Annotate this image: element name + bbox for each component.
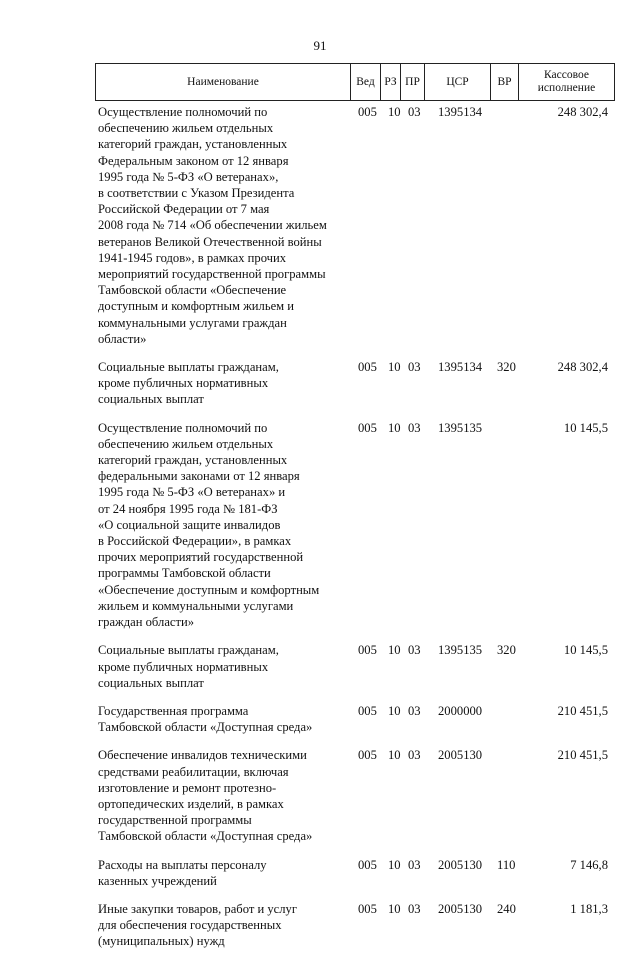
table-row: [98, 642, 608, 691]
row-name-line: 2008 года № 714 «Об обеспечении жильем: [98, 218, 327, 233]
row-csr: 1395134: [438, 105, 483, 119]
row-name-line: социальных выплат: [98, 675, 204, 690]
row-name-line: ветеранов Великой Отечественной войны: [98, 234, 322, 249]
row-vr: 320: [497, 643, 516, 658]
table-row: [98, 901, 608, 950]
header-rz: РЗ: [380, 64, 400, 100]
row-name-line: ортопедических изделий, в рамках: [98, 796, 284, 811]
row-name-line: государственной программы: [98, 813, 252, 828]
table-row: [98, 747, 608, 844]
row-name-line: «О социальной защите инвалидов: [98, 517, 281, 532]
row-name: [98, 747, 348, 844]
row-name-line: Социальные выплаты гражданам,: [98, 360, 279, 375]
row-ved: 005: [358, 857, 377, 872]
row-name: [98, 703, 348, 735]
row-name-line: Тамбовской области «Обеспечение: [98, 283, 287, 298]
row-csr: 1395134: [438, 360, 483, 375]
table-row: [98, 857, 608, 889]
row-name-line: 1995 года № 5-ФЗ «О ветеранах»,: [98, 169, 279, 184]
row-ved: 005: [358, 748, 377, 763]
row-csr: 2005130: [438, 857, 483, 872]
row-name-line: от 24 ноября 1995 года № 181-ФЗ: [98, 501, 278, 516]
row-name-line: Осуществление полномочий по: [98, 420, 268, 435]
row-name-line: Федеральным законом от 12 января: [98, 153, 289, 168]
header-csr: ЦСР: [424, 64, 490, 100]
row-name-line: Государственная программа: [98, 703, 249, 718]
row-name-line: в Российской Федерации», в рамках: [98, 534, 292, 549]
row-name-line: социальных выплат: [98, 392, 204, 407]
row-name-line: граждан области»: [98, 615, 195, 630]
row-sum: 248 302,4: [557, 105, 608, 119]
row-pr: 03: [408, 901, 421, 916]
row-name-line: кроме публичных нормативных: [98, 659, 269, 674]
row-name-line: категорий граждан, установленных: [98, 137, 288, 152]
row-name-line: Расходы на выплаты персоналу: [98, 857, 267, 872]
row-name-line: обеспечению жильем отдельных: [98, 436, 274, 451]
header-ved: Вед: [350, 64, 380, 100]
row-ved: 005: [358, 901, 377, 916]
row-sum: 210 451,5: [557, 703, 608, 718]
row-name-line: доступным и комфортным жильем и: [98, 299, 295, 314]
row-sum: 210 451,5: [557, 748, 608, 763]
row-vr: 320: [497, 360, 516, 375]
row-name-line: Обеспечение инвалидов техническими: [98, 748, 307, 763]
row-name-line: прочих мероприятий государственной: [98, 550, 304, 565]
row-pr: 03: [408, 105, 421, 119]
row-csr: 1395135: [438, 420, 483, 435]
row-rz: 10: [388, 901, 401, 916]
row-name-line: Тамбовской области «Доступная среда»: [98, 829, 313, 844]
row-name: [98, 857, 348, 889]
row-name: [98, 420, 348, 631]
page-number: 91: [313, 38, 327, 53]
table-body: [98, 104, 608, 962]
row-name-line: коммунальными услугами граждан: [98, 315, 287, 330]
row-sum: 10 145,5: [563, 643, 608, 658]
row-rz: 10: [388, 360, 401, 375]
row-vr: 240: [497, 901, 516, 916]
row-name-line: кроме публичных нормативных: [98, 376, 269, 391]
row-sum: 1 181,3: [570, 901, 608, 916]
row-vr: 110: [497, 857, 516, 872]
header-sum-line1: Кассовое: [544, 69, 589, 81]
row-csr: 2005130: [438, 901, 483, 916]
row-name-line: изготовление и ремонт протезно-: [98, 780, 277, 795]
table-row: [98, 104, 608, 347]
row-rz: 10: [388, 703, 401, 718]
row-name-line: для обеспечения государственных: [98, 918, 282, 933]
table-row: [98, 703, 608, 735]
row-rz: 10: [388, 857, 401, 872]
row-name-line: Российской Федерации от 7 мая: [98, 202, 270, 217]
row-name: [98, 901, 348, 950]
header-sum: [518, 64, 614, 100]
row-rz: 10: [388, 105, 401, 119]
row-csr: 1395135: [438, 643, 483, 658]
header-sum-line2: исполнение: [537, 82, 596, 94]
row-rz: 10: [388, 420, 401, 435]
row-name-line: (муниципальных) нужд: [98, 934, 225, 949]
row-ved: 005: [358, 360, 377, 375]
row-name-line: Иные закупки товаров, работ и услуг: [98, 901, 298, 916]
row-sum: 248 302,4: [557, 360, 608, 375]
header-pr: ПР: [400, 64, 424, 100]
row-pr: 03: [408, 360, 421, 375]
row-pr: 03: [408, 643, 421, 658]
row-ved: 005: [358, 703, 377, 718]
row-name-line: мероприятий государственной программы: [98, 267, 326, 282]
row-name-line: 1941-1945 годов», в рамках прочих: [98, 250, 287, 265]
row-name: [98, 642, 348, 691]
row-name-line: Тамбовской области «Доступная среда»: [98, 720, 313, 735]
row-name-line: Осуществление полномочий по: [98, 105, 268, 119]
row-pr: 03: [408, 420, 421, 435]
row-pr: 03: [408, 748, 421, 763]
row-name-line: категорий граждан, установленных: [98, 453, 288, 468]
row-name-line: казенных учреждений: [98, 873, 217, 888]
header-vr: ВР: [490, 64, 518, 100]
row-sum: 7 146,8: [570, 857, 608, 872]
row-name-line: 1995 года № 5-ФЗ «О ветеранах» и: [98, 485, 286, 500]
row-name-line: федеральными законами от 12 января: [98, 469, 300, 484]
row-name-line: Социальные выплаты гражданам,: [98, 643, 279, 658]
row-csr: 2000000: [438, 703, 483, 718]
row-name-line: в соответствии с Указом Президента: [98, 186, 295, 201]
row-name-line: обеспечению жильем отдельных: [98, 121, 274, 136]
row-name-line: программы Тамбовской области: [98, 566, 271, 581]
row-pr: 03: [408, 857, 421, 872]
row-name-line: «Обеспечение доступным и комфортным: [98, 582, 320, 597]
row-pr: 03: [408, 703, 421, 718]
header-name: Наименование: [187, 75, 259, 88]
row-name-line: жильем и коммунальными услугами: [98, 598, 294, 613]
row-rz: 10: [388, 748, 401, 763]
row-name: [98, 359, 348, 408]
row-ved: 005: [358, 420, 377, 435]
row-rz: 10: [388, 643, 401, 658]
table-row: [98, 420, 608, 631]
row-name-line: области»: [98, 331, 147, 346]
table-header: [95, 63, 615, 101]
row-csr: 2005130: [438, 748, 483, 763]
row-name: [98, 104, 348, 347]
row-ved: 005: [358, 643, 377, 658]
row-sum: 10 145,5: [563, 420, 608, 435]
row-name-line: средствами реабилитации, включая: [98, 764, 289, 779]
row-ved: 005: [358, 105, 377, 119]
table-row: [98, 359, 608, 408]
